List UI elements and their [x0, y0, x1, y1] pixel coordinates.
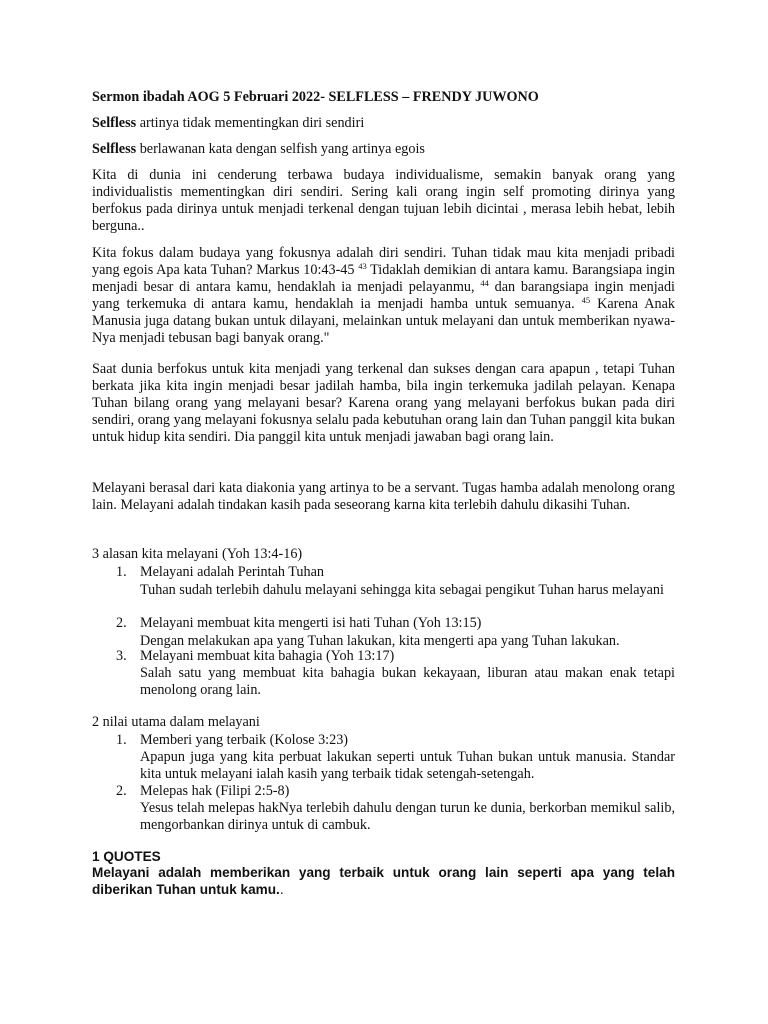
list-item-text: Yesus telah melepas hakNya terlebih dahulu dengan turun ke dunia, berkorban memikul salib, mengorbankan dirinya untuk di cambuk.	[140, 800, 675, 833]
list-number: 3.	[116, 648, 127, 664]
paragraph-individualism: Kita di dunia ini cenderung terbawa budaya individualisme, semakin banyak orang yang individualistis mementingkan diri sendiri. Sering kali orang ingin self promoting dirinya yang berfokus pada dirinya untuk menjadi terkenal dengan tujuan lebih dicintai , merasa lebih hebat, lebih berguna..	[92, 167, 675, 234]
definition-term: Selfless	[92, 141, 137, 157]
list-item-title: Melepas hak (Filipi 2:5-8)	[140, 783, 290, 799]
paragraph-text: Karena Anak Manusia juga datang bukan untuk dilayani, melainkan untuk melayani dan untuk memberikan nyawa-Nya menjadi tebusan bagi banyak orang."	[92, 296, 676, 346]
list-heading-values: 2 nilai utama dalam melayani	[92, 714, 260, 730]
verse-number: 45	[581, 295, 591, 305]
quote-bold-text: Melayani adalah memberikan yang terbaik untuk orang lain seperti apa yang telah diberikan Tuhan untuk kamu.	[92, 865, 675, 897]
quote-tail: .	[279, 882, 284, 897]
list-number: 2.	[116, 783, 127, 799]
list-item-text: Dengan melakukan apa yang Tuhan lakukan, kita mengerti apa yang Tuhan lakukan.	[140, 633, 620, 649]
definition-term: Selfless	[92, 115, 137, 131]
document-title: Sermon ibadah AOG 5 Februari 2022- SELFLESS – FRENDY JUWONO	[92, 89, 539, 105]
list-item-text: Apapun juga yang kita perbuat lakukan seperti untuk Tuhan bukan untuk manusia. Standar kita untuk melayani ialah kasih yang terbaik tidak setengah-setengah.	[140, 749, 675, 782]
quote-text	[92, 864, 675, 898]
paragraph-diakonia: Melayani berasal dari kata diakonia yang artinya to be a servant. Tugas hamba adalah menolong orang lain. Melayani adalah tindakan kasih pada seseorang karna kita terlebih dahulu dikasihi Tuhan.	[92, 480, 675, 513]
list-number: 1.	[116, 732, 127, 748]
paragraph-serving-great: Saat dunia berfokus untuk kita menjadi yang terkenal dan sukses dengan cara apapun , tetapi Tuhan berkata jika kita ingin menjadi besar jadilah hamba, bila ingin terkemuka jadilah pelayan. Kenapa Tuhan bilang orang yang melayani besar? Karena orang yang melayani berfokus bukan pada diri sendiri, orang yang melayani fokusnya selalu pada kebutuhan orang lain dan Tuhan panggil kita bukan untuk hidup kita sendiri. Dia panggil kita untuk menjadi jawaban bagi orang lain.	[92, 361, 675, 445]
definition-text: artinya tidak mementingkan diri sendiri	[136, 115, 365, 131]
list-item-title: Melayani adalah Perintah Tuhan	[140, 564, 325, 580]
list-number: 1.	[116, 564, 127, 580]
list-item-title: Melayani membuat kita bahagia (Yoh 13:17)	[140, 648, 395, 664]
paragraph-markus	[92, 245, 675, 347]
list-item-title: Memberi yang terbaik (Kolose 3:23)	[140, 732, 349, 748]
list-heading-reasons: 3 alasan kita melayani (Yoh 13:4-16)	[92, 546, 303, 562]
quotes-heading: 1 QUOTES	[92, 849, 161, 864]
definition-selfless	[92, 115, 675, 132]
list-item-title: Melayani membuat kita mengerti isi hati Tuhan (Yoh 13:15)	[140, 615, 482, 631]
list-item-text: Salah satu yang membuat kita bahagia bukan kekayaan, liburan atau makan enak tetapi menolong orang lain.	[140, 665, 675, 698]
definition-text: berlawanan kata dengan selfish yang artinya egois	[136, 141, 425, 157]
paragraph-text: Kita fokus dalam budaya yang fokusnya adalah diri sendiri. Tuhan tidak mau kita menjadi pribadi yang egois Apa kata Tuhan? Markus 10:43-45	[92, 245, 675, 278]
definition-selfless-opposite	[92, 141, 675, 158]
verse-number: 44	[480, 278, 489, 288]
verse-number: 43	[358, 261, 367, 271]
paragraph-text: Tidaklah demikian di antara kamu. Barangsiapa ingin menjadi besar di antara kamu, hendaklah ia menjadi pelayanmu,	[92, 262, 675, 295]
list-item-text: Tuhan sudah terlebih dahulu melayani sehingga kita sebagai pengikut Tuhan harus melayani	[140, 582, 664, 598]
paragraph-text: dan barangsiapa ingin menjadi yang terkemuka di antara kamu, hendaklah ia menjadi hamba untuk semuanya.	[92, 279, 675, 312]
list-number: 2.	[116, 615, 127, 631]
